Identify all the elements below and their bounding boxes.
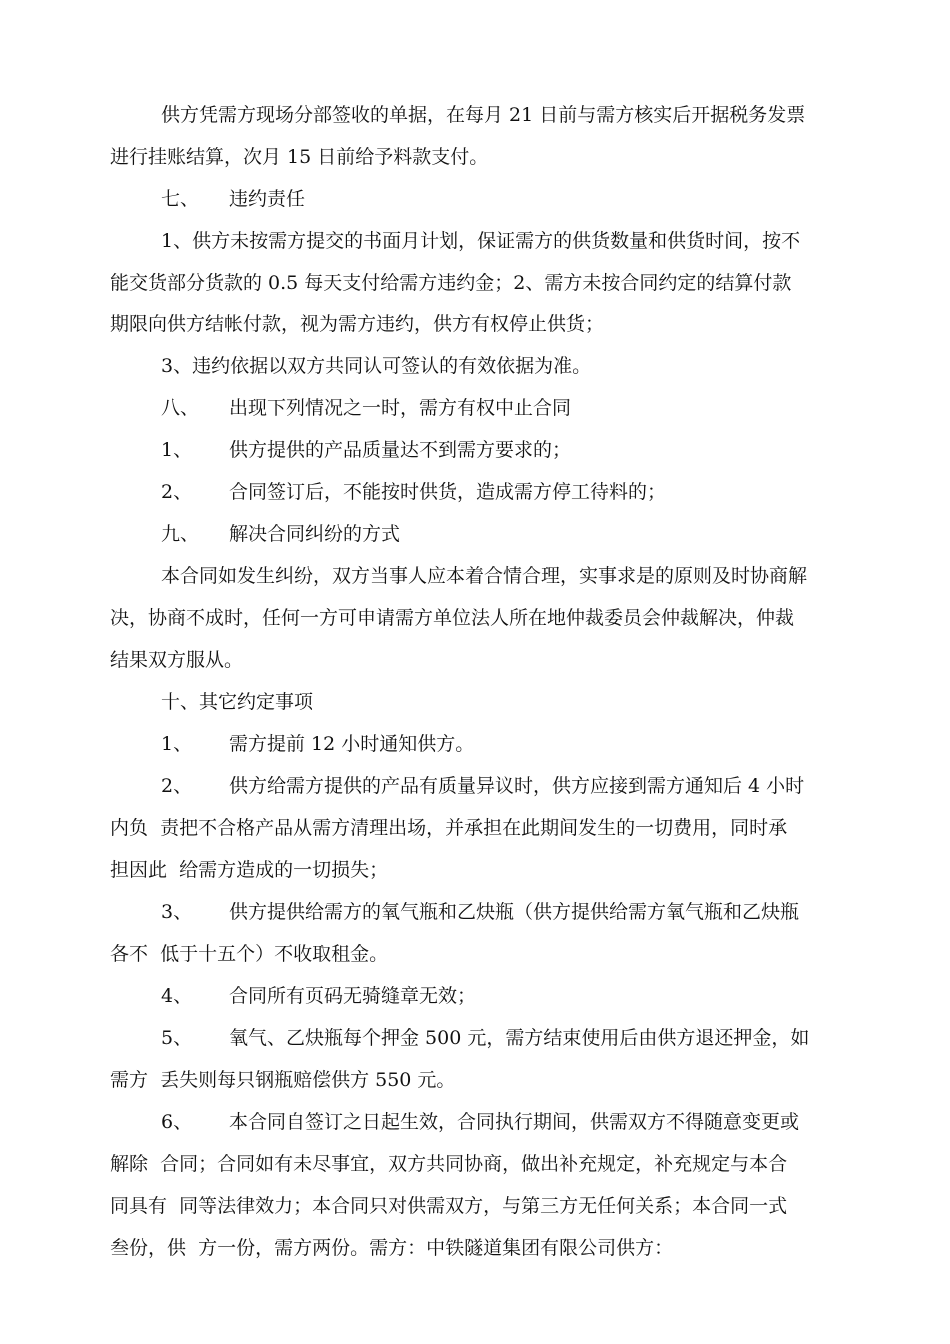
- section-number: 八、: [161, 397, 200, 419]
- item-text: 供方提供的产品质量达不到需方要求的；: [229, 439, 572, 461]
- item-text: 本合同自签订之日起生效，合同执行期间，供需双方不得随意变更或: [229, 1111, 800, 1133]
- paragraph-line: 3、违约依据以双方共同认可签认的有效依据为准。: [161, 355, 592, 377]
- section-number: 九、: [161, 523, 200, 545]
- item-text: 氧气、乙炔瓶每个押金 500 元，需方结束使用后由供方退还押金，如: [229, 1027, 810, 1049]
- list-item: [161, 984, 476, 1008]
- item-number: 3、: [161, 901, 193, 923]
- item-text: 合同签订后，不能按时供货，造成需方停工待料的；: [229, 481, 667, 503]
- paragraph-line: 期限向供方结帐付款，视为需方违约，供方有权停止供货；: [110, 313, 605, 335]
- paragraph-line: 进行挂账结算，次月 15 日前给予料款支付。: [110, 146, 489, 168]
- paragraph-line: 需方 丢失则每只钢瓶赔偿供方 550 元。: [110, 1069, 456, 1091]
- item-number: 5、: [161, 1027, 193, 1049]
- paragraph-line: 本合同如发生纠纷，双方当事人应本着合情合理，实事求是的原则及时协商解: [161, 565, 808, 587]
- paragraph-line: 内负 责把不合格产品从需方清理出场，并承担在此期间发生的一切费用，同时承: [110, 817, 788, 839]
- paragraph-line: 结果双方服从。: [110, 649, 244, 671]
- item-number: 2、: [161, 775, 193, 797]
- section-number: 七、: [161, 188, 200, 210]
- list-item: [161, 1026, 809, 1050]
- paragraph-line: 担因此 给需方造成的一切损失；: [110, 859, 389, 881]
- item-number: 2、: [161, 481, 193, 503]
- paragraph-line: 叁份，供 方一份，需方两份。需方：中铁隧道集团有限公司供方：: [110, 1237, 674, 1259]
- item-number: 4、: [161, 985, 193, 1007]
- paragraph-line: 决，协商不成时，任何一方可申请需方单位法人所在地仲裁委员会仲裁解决，仲裁: [110, 607, 795, 629]
- paragraph-line: 同具有 同等法律效力；本合同只对供需双方，与第三方无任何关系；本合同一式: [110, 1195, 788, 1217]
- section-heading-10: 十、其它约定事项: [161, 691, 314, 713]
- item-text: 需方提前 12 小时通知供方。: [229, 733, 475, 755]
- section-heading-7: [161, 187, 305, 211]
- paragraph-line: 供方凭需方现场分部签收的单据，在每月 21 日前与需方核实后开据税务发票: [161, 104, 806, 126]
- paragraph-line: 能交货部分货款的 0.5 每天支付给需方违约金；2、需方未按合同约定的结算付款: [110, 272, 792, 294]
- item-number: 6、: [161, 1111, 193, 1133]
- item-number: 1、: [161, 439, 193, 461]
- paragraph-line: 解除 合同；合同如有未尽事宜，双方共同协商，做出补充规定，补充规定与本合: [110, 1153, 788, 1175]
- item-text: 合同所有页码无骑缝章无效；: [229, 985, 477, 1007]
- section-title: 违约责任: [229, 188, 306, 210]
- item-text: 供方给需方提供的产品有质量异议时，供方应接到需方通知后 4 小时: [229, 775, 805, 797]
- section-heading-8: [161, 396, 571, 420]
- list-item: [161, 774, 804, 798]
- item-number: 1、: [161, 733, 193, 755]
- section-title: 解决合同纠纷的方式: [229, 523, 401, 545]
- section-title: 出现下列情况之一时，需方有权中止合同: [229, 397, 572, 419]
- paragraph-line: 1、供方未按需方提交的书面月计划，保证需方的供货数量和供货时间，按不: [161, 230, 801, 252]
- list-item: [161, 732, 474, 756]
- list-item: [161, 438, 571, 462]
- section-heading-9: [161, 522, 400, 546]
- paragraph-line: 各不 低于十五个）不收取租金。: [110, 943, 389, 965]
- item-text: 供方提供给需方的氧气瓶和乙炔瓶（供方提供给需方氧气瓶和乙炔瓶: [229, 901, 800, 923]
- list-item: [161, 900, 799, 924]
- list-item: [161, 1110, 799, 1134]
- list-item: [161, 480, 666, 504]
